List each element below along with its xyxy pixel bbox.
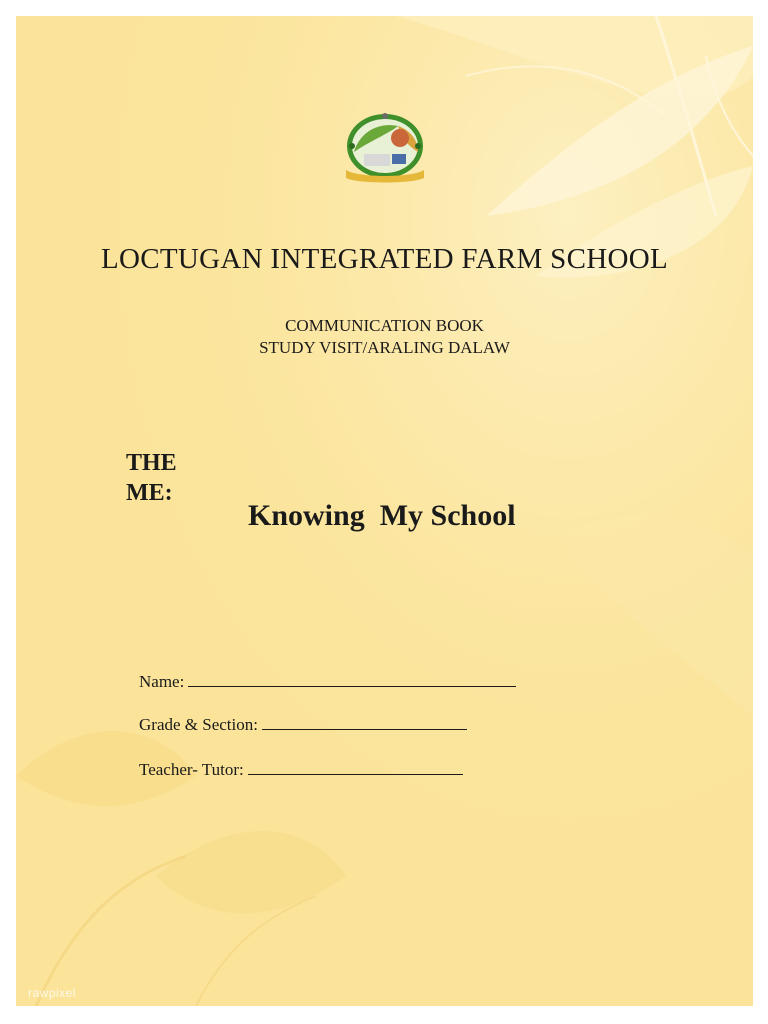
theme-title: Knowing My School <box>248 499 516 532</box>
cover-page <box>16 16 753 1006</box>
school-name: LOCTUGAN INTEGRATED FARM SCHOOL <box>100 243 668 275</box>
teacher-tutor-field[interactable] <box>139 760 463 780</box>
teacher-tutor-field-label: Teacher- Tutor: <box>139 760 244 779</box>
document-type: COMMUNICATION BOOK <box>285 316 484 335</box>
name-field-blank-line[interactable] <box>188 672 516 687</box>
name-field[interactable] <box>139 672 516 692</box>
grade-section-blank-line[interactable] <box>262 715 467 730</box>
name-field-label: Name: <box>139 672 185 691</box>
teacher-tutor-blank-line[interactable] <box>248 760 463 775</box>
document-subtitle: STUDY VISIT/ARALING DALAW <box>259 338 510 357</box>
theme-label-line1: THE <box>126 450 177 476</box>
watermark: rawpixel <box>28 986 77 1000</box>
theme-label-line2: ME: <box>126 480 173 506</box>
grade-section-field-label: Grade & Section: <box>139 715 258 734</box>
grade-section-field[interactable] <box>139 715 467 735</box>
school-seal-logo <box>338 112 432 186</box>
theme-label <box>126 448 206 508</box>
